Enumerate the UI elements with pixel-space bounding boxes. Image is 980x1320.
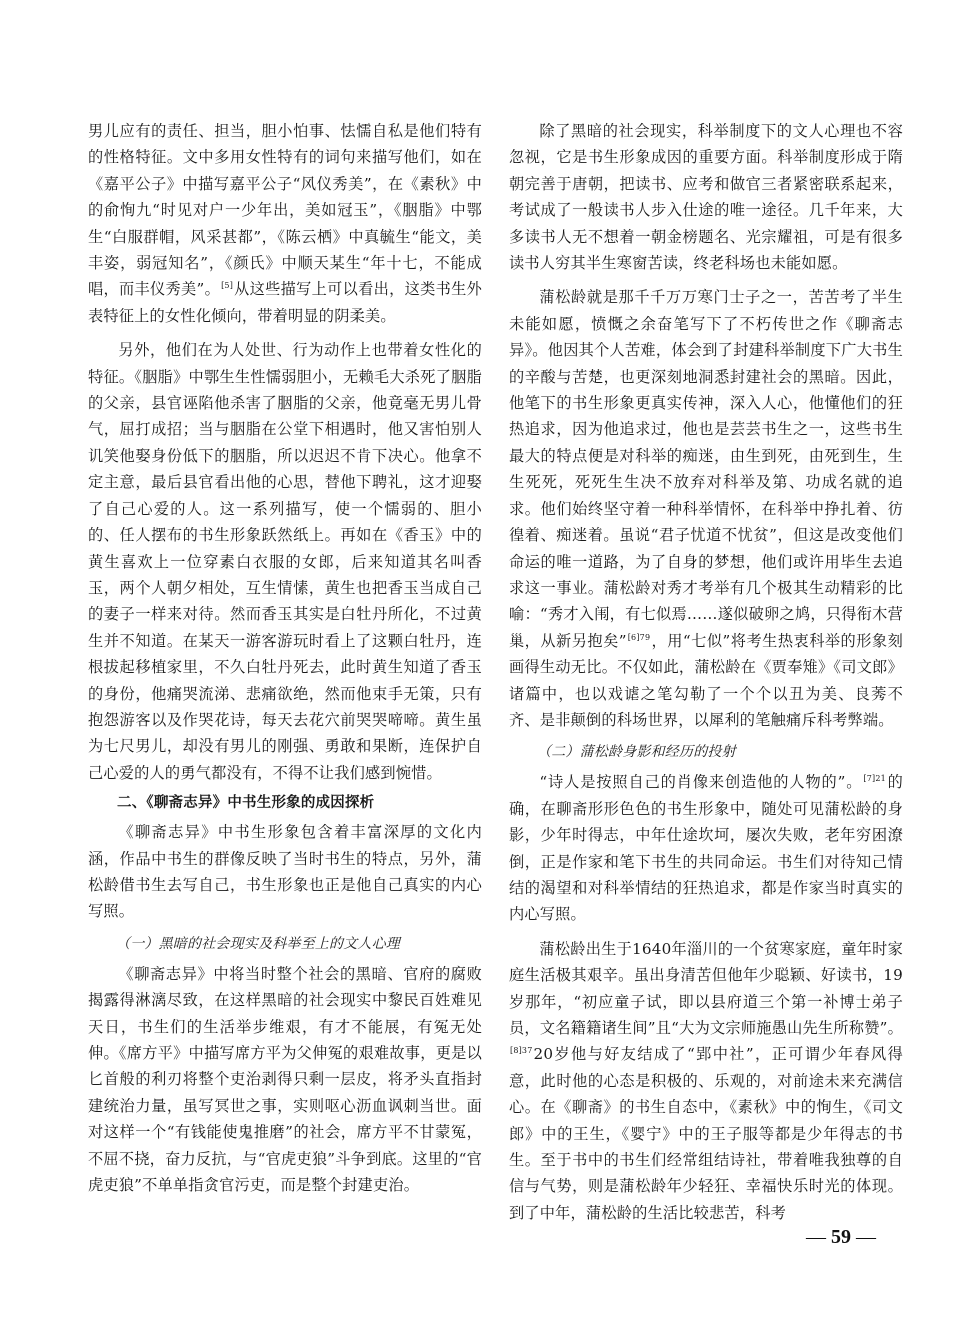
paragraph-pu-songling [509,284,903,733]
page-number-value: 59 [831,1226,851,1248]
section-heading-2: 二、《聊斋志异》中书生形象的成因探析 [117,795,375,812]
citation-7: [7]21 [863,774,886,784]
citation-6: [6]79 [627,632,651,642]
paragraph-text: 男儿应有的责任、担当，胆小怕事、怯懦自私是他们特有的性格特征。文中多用女性特有的词句来描写他们，如在《嘉平公子》中描写嘉平公子“风仪秀美”，在《素秋》中的俞恂九“时见对户一少年出，美如冠玉”，《胭脂》中鄂生“白服群帽，风采甚都”，《陈云栖》中真毓生“能文，美丰姿，弱冠知名”，《颜氏》中顺天某生“年十七，不能成唱，而丰仪秀美”。 [88,122,482,299]
paragraph-text-tail: 的确，在聊斋形形色色的书生形象中，随处可见蒲松龄的身影，少年时得志，中年仕途坎坷，屡次失败，老年穷困潦倒，正是作家和笔下书生的共同命运。书生们对待知己情结的渴望和对科举情结的狂热追求，都是作家当时真实的内心写照。 [509,773,903,924]
left-column [88,118,482,1198]
citation-8: [8]37 [510,1046,533,1056]
paragraph-continued [88,118,482,329]
subsection-heading-2: （二）蒲松龄身影和经历的投射 [537,744,736,761]
page-number-dash-left: — [806,1226,826,1248]
paragraph-text: “诗人是按照自己的肖像来创造他的人物的”。 [539,773,863,792]
page-number-dash-right: — [856,1226,876,1248]
paragraph-poet-quote [509,769,903,927]
paragraph-text-tail: ，用“七似”将考生热衷科举的形象刻画得生动无比。不仅如此，蒲松龄在《贾奉雉》《司文郎》诸篇中，也以戏谑之笔勾勒了一个个以丑为美、良莠不齐、是非颠倒的科场世界，以犀利的笔触痛斥科考弊端。 [509,631,903,729]
citation-5: [5] [221,281,234,291]
paragraph-imperial-exam: 除了黑暗的社会现实，科举制度下的文人心理也不容忽视，它是书生形象成因的重要方面。科举制度形成于隋朝完善于唐朝，把读书、应考和做官三者紧密联系起来，考试成了一般读书人步入仕途的唯一途径。几千年来，大多读书人无不想着一朝金榜题名、光宗耀祖，可是有很多读书人穷其半生寒窗苦读，终老科场也未能如愿。 [509,122,903,273]
right-column [509,118,903,1226]
paragraph-text: 蒲松龄出生于1640年淄川的一个贫寒家庭，童年时家庭生活极其艰辛。虽出身清苦但他年少聪颖、好读书，19岁那年，“初应童子试，即以县府道三个第一补博士弟子员，文名籍籍诸生间”且“大为文宗师施愚山先生所称赞”。 [509,939,903,1037]
paragraph-text: 蒲松龄就是那千千万万寒门士子之一，苦苦考了半生未能如愿，愤慨之余奋笔写下了不朽传世之作《聊斋志异》。他因其个人苦难，体会到了封建科举制度下广大书生的辛酸与苦楚，也更深刻地洞悉封建社会的黑暗。因此，他笔下的书生形象更真实传神，深入人心，他懂他们的狂热追求，因为他追求过，他也是芸芸书生之一，这些书生最大的特点便是对科举的痴迷，由生到死，由死到生，生生死死，死死生生决不放弃对科举及第、功成名就的追求。他们始终坚守着一种科举情怀，在科举中挣扎着、彷徨着、痴迷着。虽说“君子忧道不忧贫”，但这是改变他们命运的唯一道路，为了自身的梦想，他们或许用毕生去追求这一事业。蒲松龄对秀才考举有几个极其生动精彩的比喻：“秀才入闱，有七似焉……遂似破卵之鸠，只得衔木营巢，从新另抱矣” [509,288,903,650]
paragraph-text-tail: 从这些描写上可以看出，这类书生外表特征上的女性化倾向，带着明显的阴柔美。 [88,280,482,325]
page-number [806,1226,876,1249]
paragraph-dark-society: 《聊斋志异》中将当时整个社会的黑暗、官府的腐败揭露得淋漓尽致，在这样黑暗的社会现实中黎民百姓难见天日，书生们的生活举步维艰，有才不能展，有冤无处伸。《席方平》中描写席方平为父伸冤的艰难故事，更是以匕首般的利刃将整个吏治剥得只剩一层皮，将矛头直指封建统治力量，虽写冥世之事，实则呕心沥血讽刺当世。面对这样一个“有钱能使鬼推磨”的社会，席方平不甘蒙冤，不屈不挠，奋力反抗，与“官虎吏狼”斗争到底。这里的“官虎吏狼”不单单指贪官污吏，而是整个封建吏治。 [88,964,482,1195]
paragraph-behavior: 另外，他们在为人处世、行为动作上也带着女性化的特征。《胭脂》中鄂生生性懦弱胆小，无赖毛大杀死了胭脂的父亲，县官诬陷他杀害了胭脂的父亲，他竟毫无男儿骨气，屈打成招；当与胭脂在公堂下相遇时，他又害怕别人讥笑他娶身份低下的胭脂，所以迟迟不肯下决心。他拿不定主意，最后县官看出他的心思，替他下聘礼，这才迎娶了自己心爱的人。这一系列描写，使一个懦弱的、胆小的、任人摆布的书生形象跃然纸上。再如在《香玉》中的黄生喜欢上一位穿素白衣服的女郎，后来知道其名叫香玉，两个人朝夕相处，互生情愫，黄生也把香玉当成自己的妻子一样来对待。然而香玉其实是白牡丹所化，不过黄生并不知道。在某天一游客游玩时看上了这颗白牡丹，连根拔起移植家里，不久白牡丹死去，此时黄生知道了香玉的身份，他痛哭流涕、悲痛欲绝，然而他束手无策，只有抱怨游客以及作哭花诗，每天去花穴前哭哭啼啼。黄生虽为七尺男儿，却没有男儿的刚强、勇敢和果断，连保护自己心爱的人的勇气都没有，不得不让我们感到惋惜。 [88,341,482,782]
subsection-heading-1: （一）黑暗的社会现实及科举至上的文人心理 [116,935,400,952]
paragraph-intro-causes: 《聊斋志异》中书生形象包含着丰富深厚的文化内涵，作品中书生的群像反映了当时书生的特点，另外，蒲松龄借书生去写自己，书生形象也正是他自己真实的内心写照。 [88,823,482,921]
paragraph-text-tail: 20岁他与好友结成了“郢中社”，正可谓少年春风得意，此时他的心态是积极的、乐观的，对前途未来充满信心。在《聊斋》的书生自态中，《素秋》中的恂生，《司文郎》中的王生，《婴宁》中的王子服等都是少年得志的书生。至于书中的书生们经常组结诗社，带着唯我独尊的自信与气势，则是蒲松龄年少轻狂、幸福快乐时光的体现。到了中年，蒲松龄的生活比较悲苦，科考 [509,1045,903,1222]
paragraph-biography [509,936,903,1226]
